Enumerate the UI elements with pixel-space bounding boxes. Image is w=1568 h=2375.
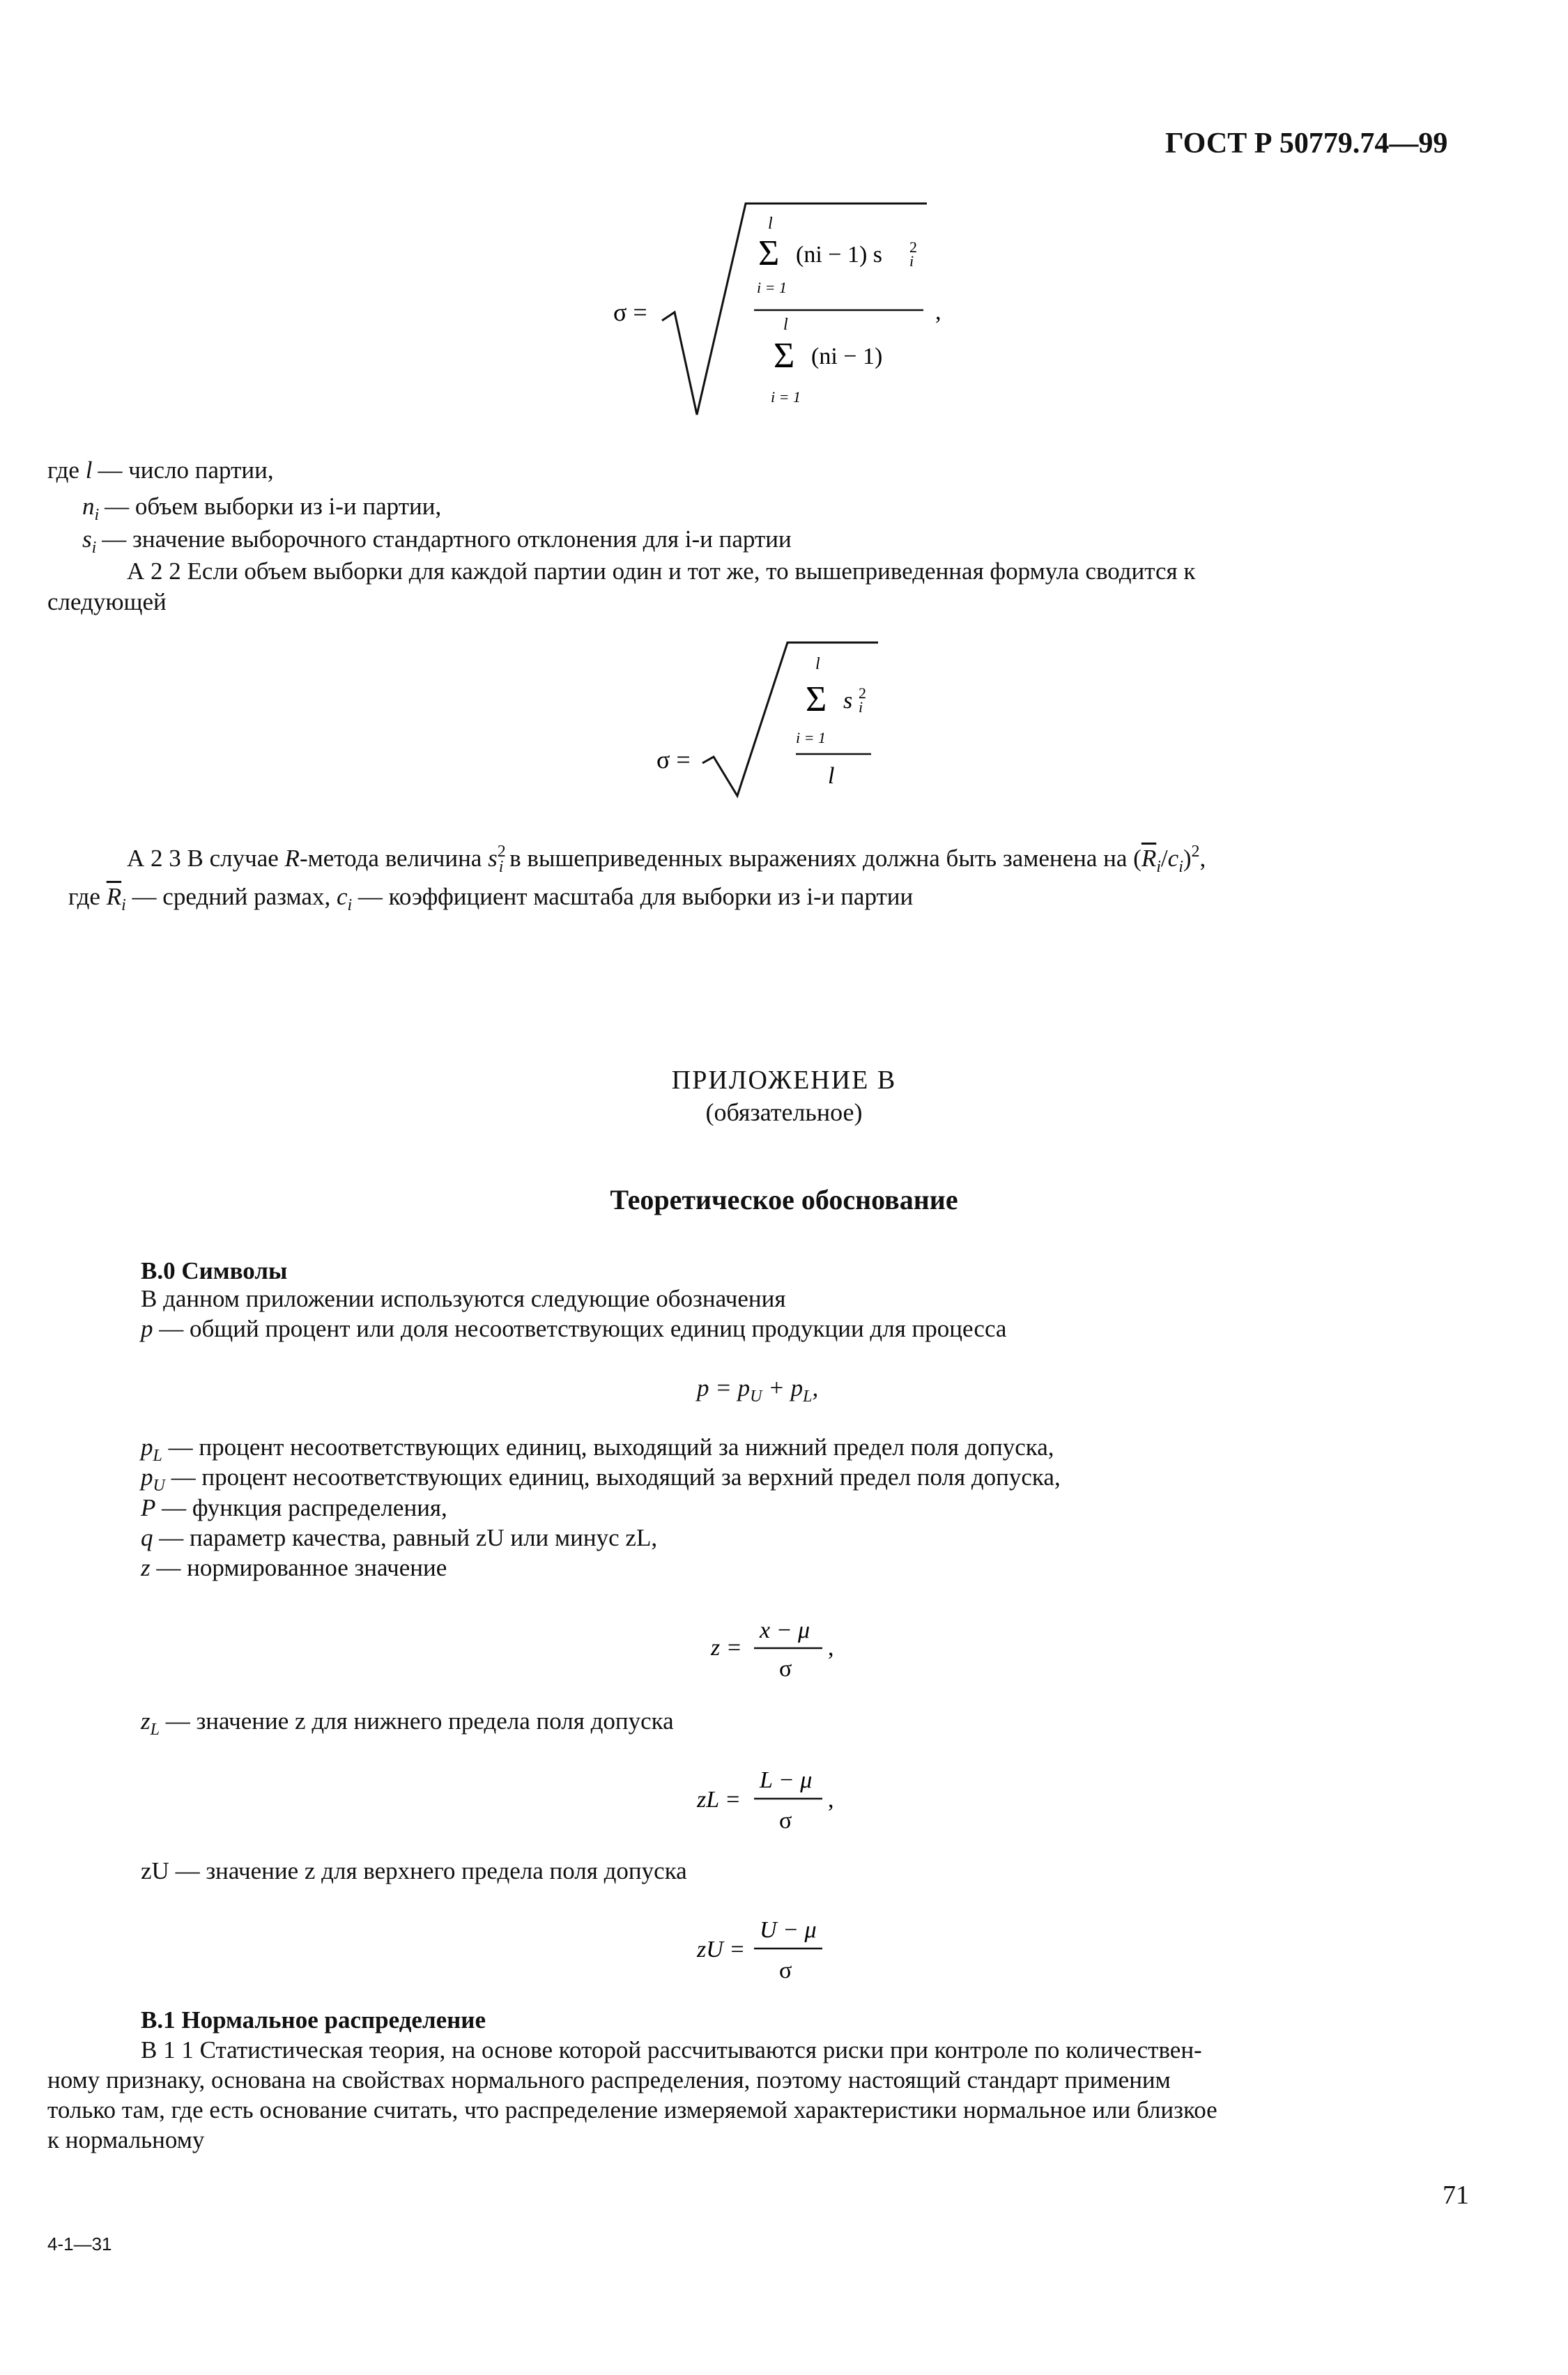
- denominator-term: (ni − 1): [811, 344, 883, 369]
- def-p: p — общий процент или доля несоответствующих единиц продукции для процесса: [141, 1315, 1007, 1342]
- formula-z: [704, 1610, 857, 1686]
- para-a23-line1: А 2 3 В случае R-метода величина $s^2_i$ в вышеприведенных выражениях должна быть заменена на $(\overline{R}_i/c_i)^2$,: [127, 843, 1206, 876]
- formula-zU: [690, 1909, 871, 1990]
- formula-zL: [690, 1760, 871, 1840]
- def-q: q — параметр качества, равный zU или минус zL,: [141, 1524, 658, 1551]
- print-code: 4-1—31: [47, 2234, 112, 2254]
- page-number: 71: [1443, 2181, 1469, 2210]
- svg-text:2: 2: [909, 238, 917, 256]
- formula-lhs: σ =: [613, 298, 647, 326]
- sum-upper: l: [768, 215, 773, 233]
- section-b0-heading: В.0 Символы: [141, 1257, 288, 1284]
- appendix-title: ПРИЛОЖЕНИЕ В: [671, 1066, 897, 1095]
- svg-text:zL =: zL =: [697, 1787, 741, 1813]
- where-item-s: $s_i$ — значение выборочного стандартного отклонения для i-и партии: [82, 525, 792, 557]
- section-b0-intro: В данном приложении используются следующие обозначения: [141, 1285, 786, 1312]
- svg-text:l: l: [783, 316, 788, 334]
- numerator-term: (ni − 1) s: [796, 242, 882, 268]
- svg-text:z =: z =: [711, 1635, 742, 1661]
- svg-text:i: i: [859, 698, 863, 716]
- def-P: P — функция распределения,: [141, 1494, 447, 1521]
- svg-text:σ: σ: [779, 1958, 792, 1983]
- para-a22-line2: следующей: [47, 588, 167, 615]
- formula-p: $p = p_U + p_L$,: [697, 1374, 819, 1406]
- svg-text:U − μ: U − μ: [760, 1917, 817, 1943]
- section-b1-line2: ному признаку, основана на свойствах нормального распределения, поэтому настоящий стандарт применим: [47, 2066, 1171, 2093]
- svg-text:σ: σ: [779, 1656, 792, 1682]
- section-b1-heading: В.1 Нормальное распределение: [141, 2006, 486, 2034]
- svg-text:L − μ: L − μ: [760, 1767, 813, 1793]
- svg-text:i: i: [909, 252, 914, 270]
- def-z: z — нормированное значение: [141, 1554, 447, 1581]
- section-b1-line3: только там, где есть основание считать, что распределение измеряемой характеристики нормальное или близкое: [47, 2096, 1217, 2123]
- svg-text:l: l: [828, 763, 835, 789]
- formula-sigma-equal: [641, 634, 906, 808]
- section-b1-line4: к нормальному: [47, 2126, 205, 2153]
- where-item-l: где l — число партии,: [47, 456, 274, 484]
- sum-lower: i = 1: [757, 279, 787, 296]
- svg-text:,: ,: [828, 1787, 834, 1813]
- def-pU: $p_U$ — процент несоответствующих единиц, выходящий за верхний предел поля допуска,: [141, 1463, 1061, 1495]
- svg-text:Σ: Σ: [774, 336, 795, 376]
- para-a23-line2: где $\overline{R}_i$ — средний размах, $c_i$ — коэффициент масштаба для выборки из i-и партии: [68, 883, 914, 914]
- section-b1-line1: В 1 1 Статистическая теория, на основе которой рассчитываются риски при контроле по количествен-: [141, 2036, 1202, 2063]
- term-s: s: [843, 688, 853, 714]
- svg-text:i = 1: i = 1: [796, 729, 826, 746]
- svg-text:,: ,: [828, 1635, 834, 1661]
- svg-text:σ: σ: [779, 1808, 792, 1834]
- svg-text:zU =: zU =: [697, 1937, 746, 1962]
- appendix-heading: Теоретическое обоснование: [610, 1184, 958, 1215]
- svg-text:Σ: Σ: [806, 679, 827, 719]
- def-pL: $p_L$ — процент несоответствующих единиц, выходящий за нижний предел поля допуска,: [141, 1434, 1054, 1465]
- para-a22-line1: А 2 2 Если объем выборки для каждой партии один и тот же, то вышеприведенная формула сводится к: [127, 558, 1196, 585]
- formula-sigma-weighted: [599, 195, 962, 432]
- sum-symbol: Σ: [758, 233, 780, 273]
- def-zU: zU — значение z для верхнего предела поля допуска: [141, 1857, 687, 1884]
- appendix-subtitle: (обязательное): [705, 1098, 863, 1126]
- svg-text:x − μ: x − μ: [760, 1617, 810, 1643]
- where-item-n: $n_i$ — объем выборки из i-и партии,: [82, 493, 442, 524]
- svg-text:,: ,: [935, 299, 941, 325]
- svg-text:i = 1: i = 1: [771, 388, 801, 406]
- svg-text:σ =: σ =: [656, 746, 691, 774]
- def-zL: $z_L$ — значение z для нижнего предела поля допуска: [141, 1707, 674, 1739]
- document-header: ГОСТ Р 50779.74—99: [1165, 128, 1448, 160]
- svg-text:l: l: [815, 655, 820, 673]
- svg-text:2: 2: [859, 684, 866, 702]
